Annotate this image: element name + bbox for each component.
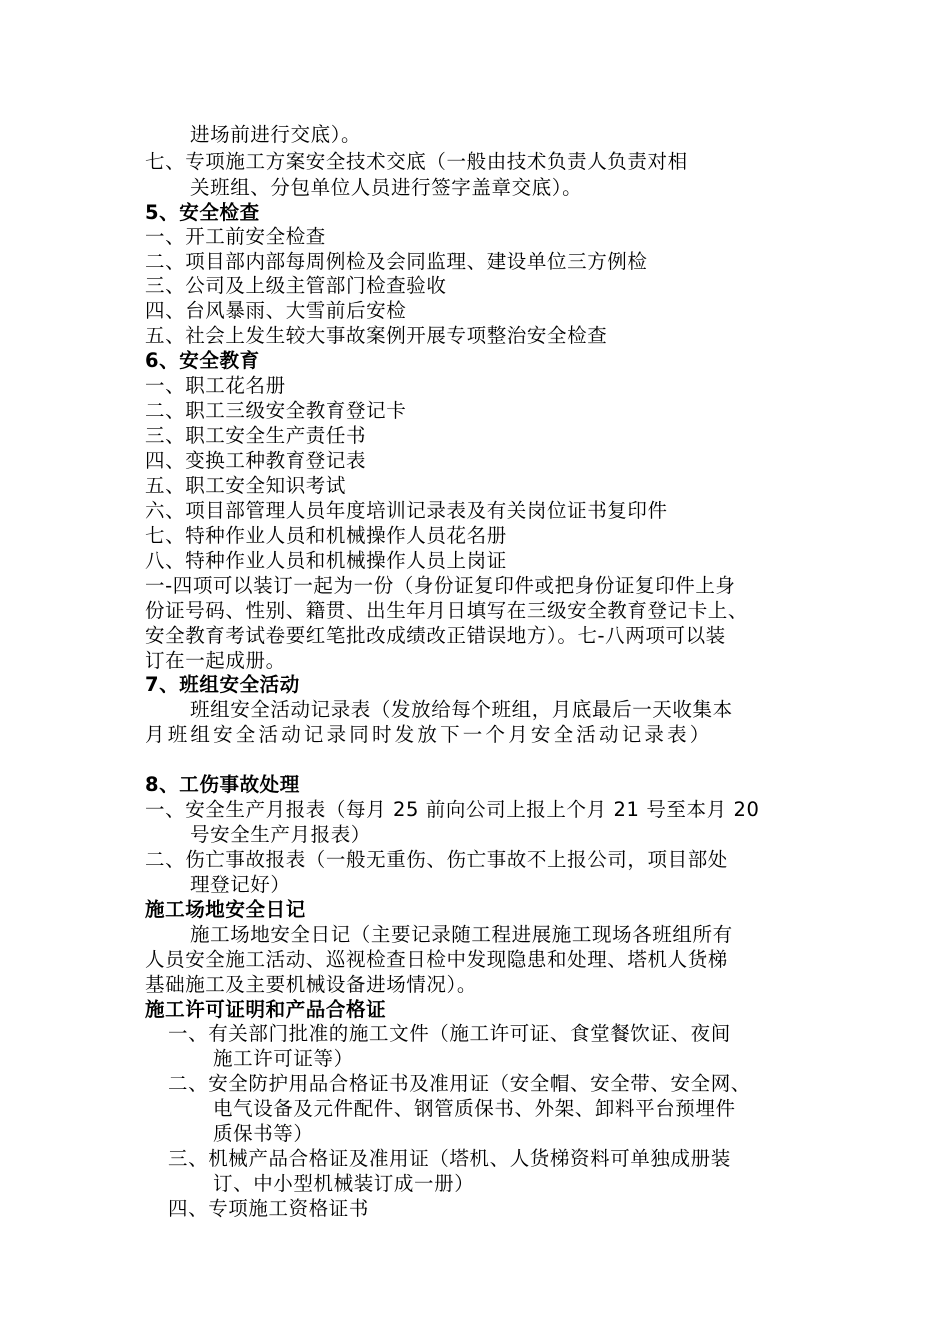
paragraph-line: 基础施工及主要机械设备进场情况）。 <box>145 973 477 996</box>
list-item: 二、职工三级安全教育登记卡 <box>145 399 407 422</box>
text-line: 施工许可证等） <box>213 1047 354 1070</box>
text-line: 关班组、分包单位人员进行签字盖章交底）。 <box>190 176 583 199</box>
paragraph-line: 订在一起成册。 <box>145 649 286 672</box>
text-line: 电气设备及元件配件、钢管质保书、外架、卸料平台预埋件 <box>213 1097 736 1120</box>
list-item: 二、伤亡事故报表（一般无重伤、伤亡事故不上报公司，项目部处 <box>145 848 728 871</box>
text-line: 号安全生产月报表） <box>190 823 371 846</box>
text-line: 进场前进行交底）。 <box>190 123 362 146</box>
list-item: 四、变换工种教育登记表 <box>145 449 367 472</box>
section-heading: 6、安全教育 <box>145 349 260 372</box>
list-item: 五、社会上发生较大事故案例开展专项整治安全检查 <box>145 324 608 347</box>
list-item: 六、项目部管理人员年度培训记录表及有关岗位证书复印件 <box>145 499 668 522</box>
list-item: 四、专项施工资格证书 <box>168 1197 370 1220</box>
list-item: 二、项目部内部每周例检及会同监理、建设单位三方例检 <box>145 250 648 273</box>
paragraph-line: 安全教育考试卷要红笔批改成绩改正错误地方）。七-八两项可以装 <box>145 624 726 647</box>
list-item: 一、有关部门批准的施工文件（施工许可证、食堂餐饮证、夜间 <box>168 1022 731 1045</box>
section-heading: 施工许可证明和产品合格证 <box>145 998 387 1021</box>
section-heading: 7、班组安全活动 <box>145 673 300 696</box>
list-item: 三、机械产品合格证及准用证（塔机、人货梯资料可单独成册装 <box>168 1147 731 1170</box>
section-heading: 8、工伤事故处理 <box>145 773 300 796</box>
list-item: 七、专项施工方案安全技术交底（一般由技术负责人负责对相 <box>145 150 688 173</box>
list-item: 八、特种作业人员和机械操作人员上岗证 <box>145 549 507 572</box>
paragraph-line: 班组安全活动记录表（发放给每个班组，月底最后一天收集本 <box>190 698 733 721</box>
list-item: 一、安全生产月报表（每月 25 前向公司上报上个月 21 号至本月 20 <box>145 798 760 821</box>
paragraph-line: 一-四项可以装订一起为一份（身份证复印件或把身份证复印件上身 <box>145 574 736 597</box>
list-item: 七、特种作业人员和机械操作人员花名册 <box>145 524 507 547</box>
text-line: 质保书等） <box>213 1122 314 1145</box>
list-item: 一、开工前安全检查 <box>145 225 326 248</box>
text-line: 订、中小型机械装订成一册） <box>213 1172 475 1195</box>
text-line: 理登记好） <box>190 873 291 896</box>
section-heading: 施工场地安全日记 <box>145 898 306 921</box>
paragraph-line: 施工场地安全日记（主要记录随工程进展施工现场各班组所有 <box>190 923 733 946</box>
list-item: 五、职工安全知识考试 <box>145 474 347 497</box>
list-item: 三、职工安全生产责任书 <box>145 424 367 447</box>
section-heading: 5、安全检查 <box>145 201 260 224</box>
list-item: 四、台风暴雨、大雪前后安检 <box>145 299 407 322</box>
paragraph-line: 月班组安全活动记录同时发放下一个月安全活动记录表） <box>145 723 713 746</box>
list-item: 一、职工花名册 <box>145 374 286 397</box>
paragraph-line: 份证号码、性别、籍贯、出生年月日填写在三级安全教育登记卡上、 <box>145 599 749 622</box>
list-item: 二、安全防护用品合格证书及准用证（安全帽、安全带、安全网、 <box>168 1072 751 1095</box>
paragraph-line: 人员安全施工活动、巡视检查日检中发现隐患和处理、塔机人货梯 <box>145 948 728 971</box>
list-item: 三、公司及上级主管部门检查验收 <box>145 274 447 297</box>
